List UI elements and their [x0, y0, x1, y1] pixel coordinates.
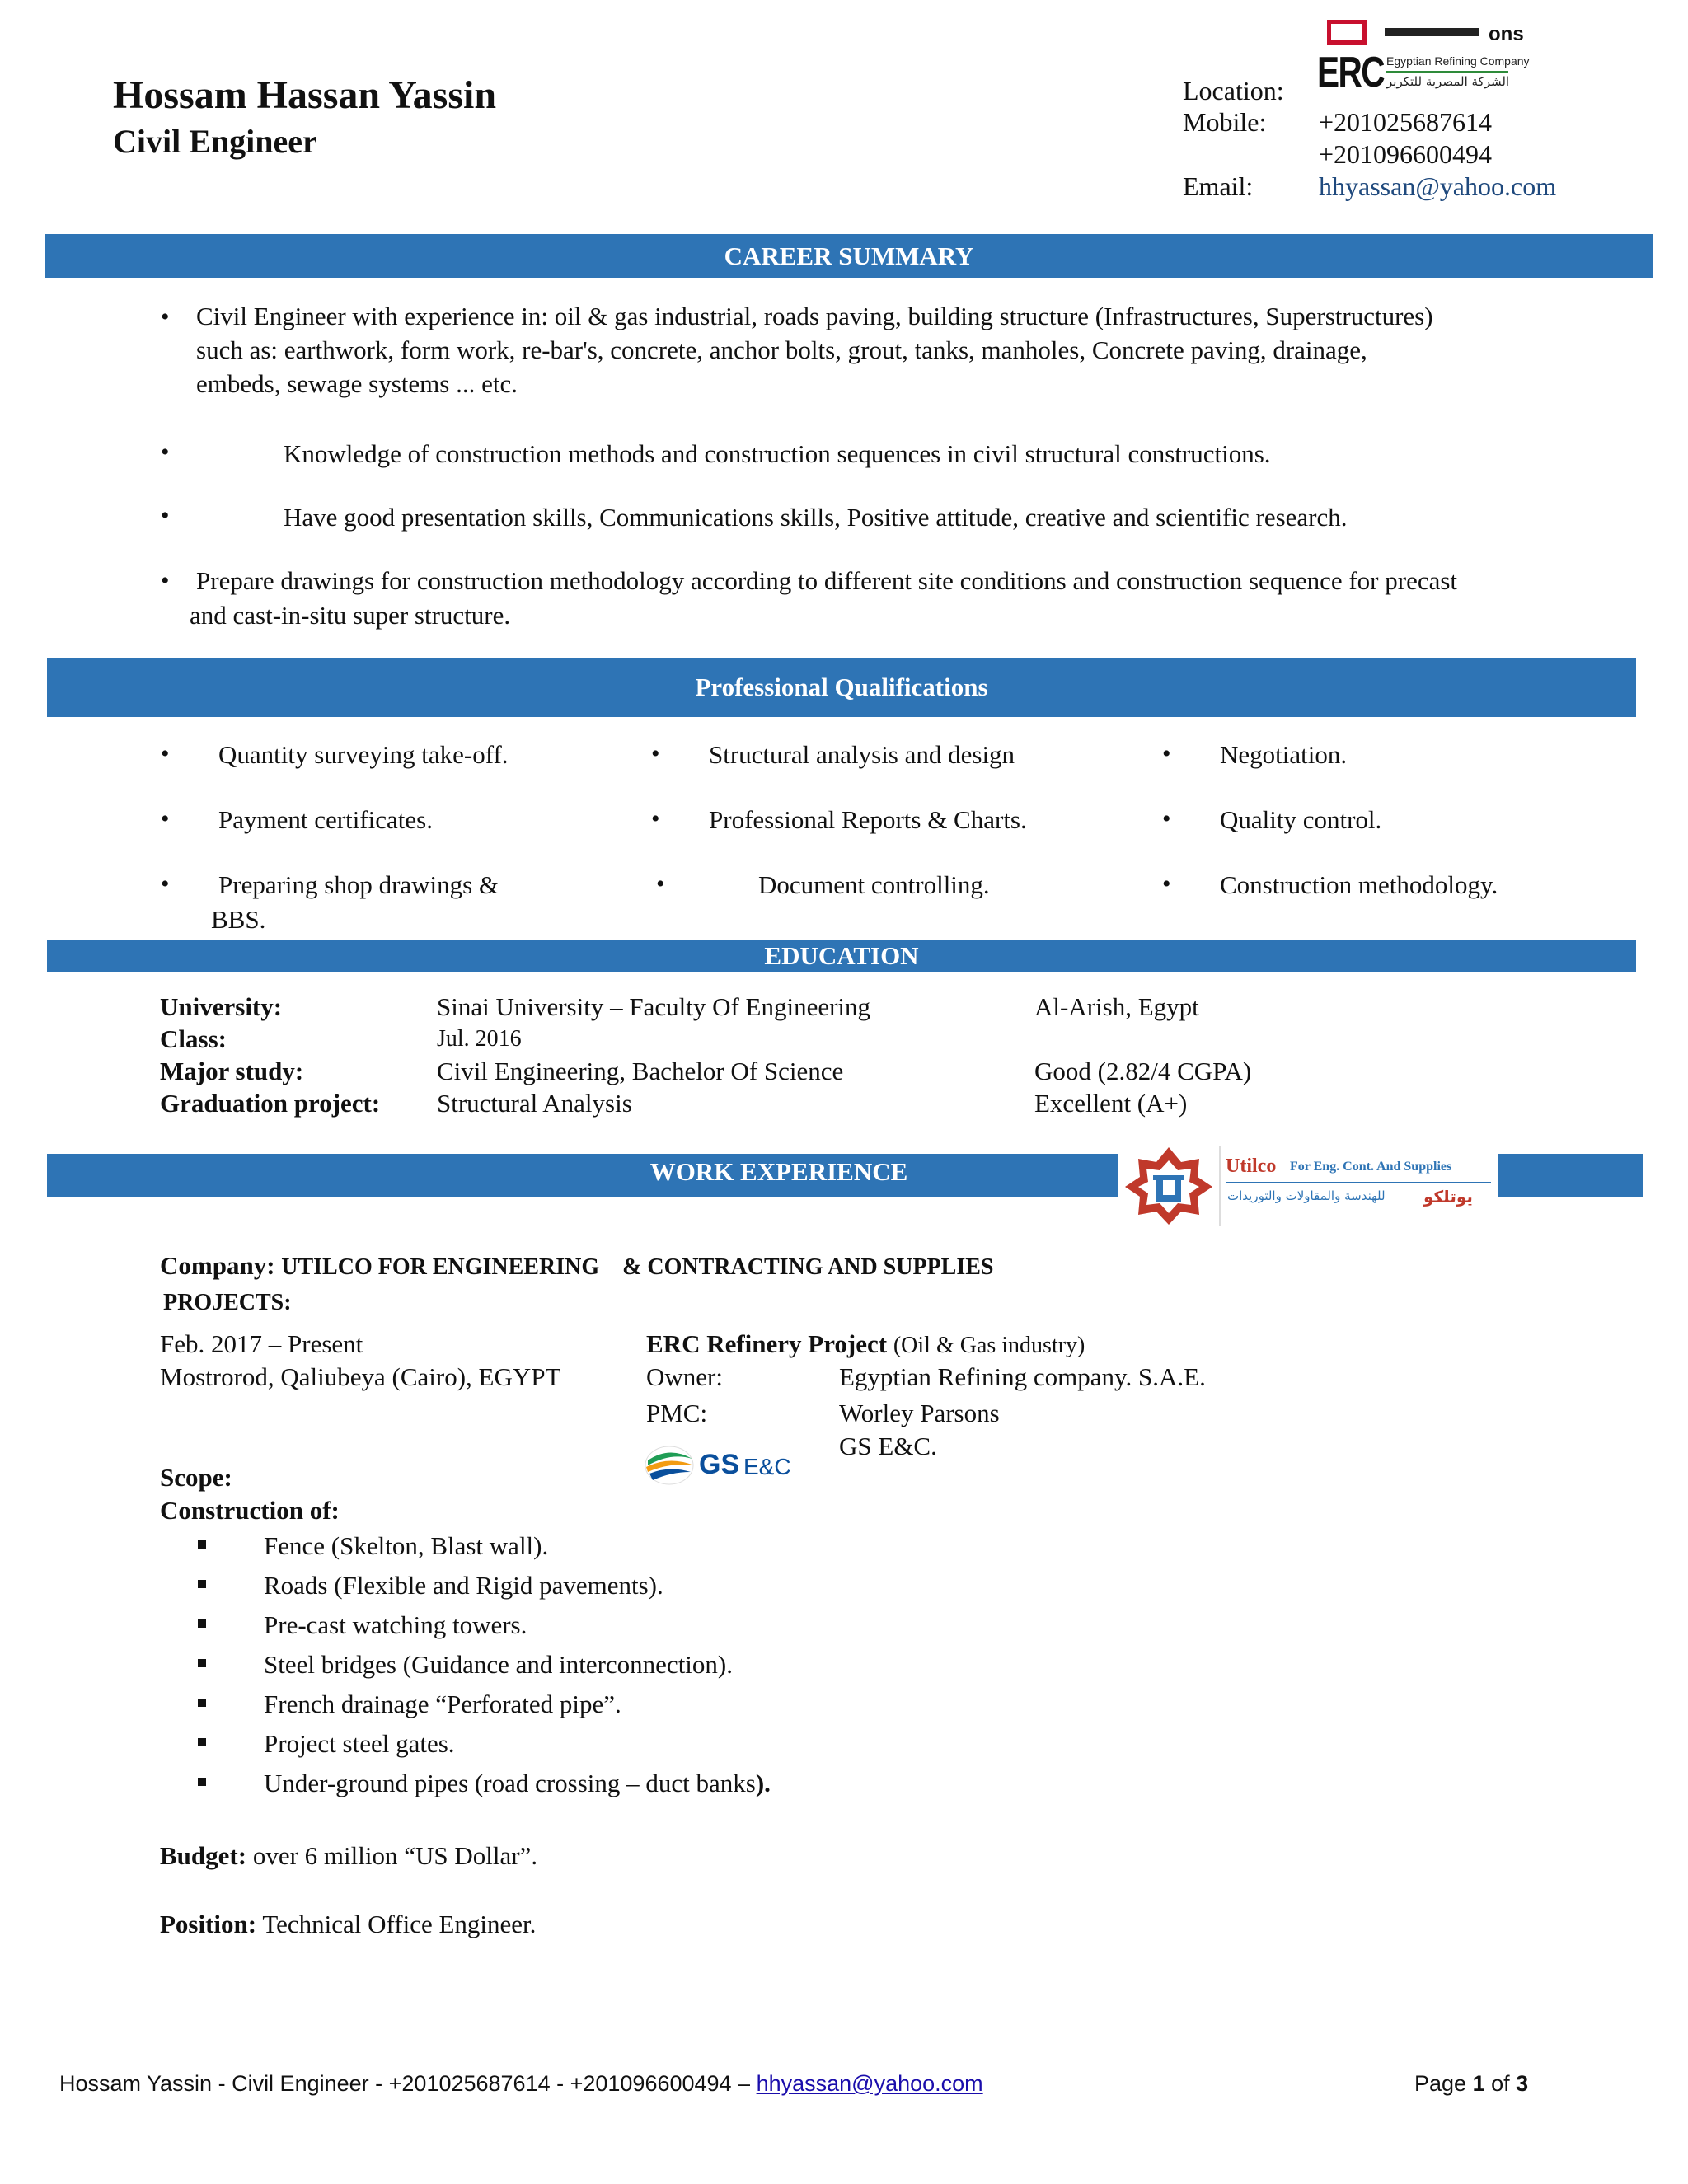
- square-bullet-icon: [198, 1738, 206, 1746]
- pmc-gs: GS E&C.: [839, 1432, 937, 1460]
- utilco-star-icon: [1120, 1144, 1217, 1228]
- construction-of-label: Construction of:: [160, 1496, 340, 1525]
- pmc-label: PMC:: [646, 1399, 708, 1427]
- mobile-number-2: +201096600494: [1319, 139, 1493, 169]
- company-label: Company:: [160, 1251, 275, 1280]
- bullet-icon: •: [161, 502, 170, 529]
- bullet-icon: •: [1162, 805, 1171, 832]
- email-label: Email:: [1183, 171, 1254, 201]
- class-value: Jul. 2016: [437, 1026, 522, 1052]
- bullet-icon: •: [651, 740, 660, 767]
- work-location: Mostrorod, Qaliubeya (Cairo), EGYPT: [160, 1362, 561, 1391]
- page-number: [1414, 2071, 1528, 2097]
- page-current: 1: [1472, 2071, 1485, 2096]
- university-location: Al-Arish, Egypt: [1034, 992, 1199, 1021]
- square-bullet-icon: [198, 1659, 206, 1667]
- scope-item-roads: Roads (Flexible and Rigid pavements).: [264, 1571, 663, 1600]
- position-value: Technical Office Engineer.: [262, 1910, 537, 1938]
- pmc-worley: Worley Parsons: [839, 1399, 1000, 1427]
- footer-text: Hossam Yassin - Civil Engineer - +201025687614 - +201096600494 –: [59, 2071, 757, 2096]
- erc-logo-arabic: الشركة المصرية للتكرير: [1386, 74, 1510, 89]
- major-value: Civil Engineering, Bachelor Of Science: [437, 1057, 844, 1085]
- footer-email-link[interactable]: hhyassan@yahoo.com: [756, 2071, 983, 2096]
- project-industry: (Oil & Gas industry): [893, 1333, 1085, 1358]
- qualification-shop-drawings: Preparing shop drawings &: [218, 870, 499, 899]
- education-heading: EDUCATION: [47, 940, 1636, 972]
- erc-logo-english: Egyptian Refining Company: [1386, 54, 1530, 68]
- summary-line-7: and cast-in-situ super structure.: [190, 601, 511, 630]
- gs-logo-text: GS: [699, 1449, 740, 1480]
- erc-logo-mark: ERC: [1317, 49, 1384, 96]
- bullet-icon: •: [656, 870, 665, 898]
- scope-item-gates: Project steel gates.: [264, 1729, 455, 1758]
- work-period: Feb. 2017 – Present: [160, 1329, 363, 1358]
- utilco-logo-name: Utilco: [1226, 1155, 1277, 1177]
- class-label: Class:: [160, 1024, 227, 1053]
- graduation-project-label: Graduation project:: [160, 1089, 381, 1118]
- owner-label: Owner:: [646, 1362, 723, 1391]
- summary-line-4: Knowledge of construction methods and construction sequences in civil structural constructions.: [284, 439, 1271, 468]
- email-link[interactable]: hhyassan@yahoo.com: [1319, 171, 1557, 201]
- qualification-payment-certificates: Payment certificates.: [218, 805, 433, 834]
- qualification-document-controlling: Document controlling.: [758, 870, 990, 899]
- summary-line-3: embeds, sewage systems ... etc.: [196, 369, 518, 398]
- worley-logo-text: ons: [1489, 23, 1524, 45]
- budget-label: Budget:: [160, 1841, 247, 1870]
- bullet-icon: •: [161, 740, 170, 767]
- qualification-negotiation: Negotiation.: [1220, 740, 1348, 769]
- scope-item-pipes-suffix: ).: [755, 1769, 771, 1797]
- university-value: Sinai University – Faculty Of Engineering: [437, 992, 871, 1021]
- footer-contact: [59, 2071, 983, 2097]
- scope-item-bridges: Steel bridges (Guidance and interconnection).: [264, 1650, 733, 1679]
- qualification-quantity-surveying: Quantity surveying take-off.: [218, 740, 509, 769]
- page-of: of: [1484, 2071, 1517, 2096]
- utilco-logo-tagline: For Eng. Cont. And Supplies: [1290, 1160, 1452, 1174]
- square-bullet-icon: [198, 1540, 206, 1549]
- candidate-title: Civil Engineer: [113, 123, 317, 160]
- summary-line-1: Civil Engineer with experience in: oil & gas industrial, roads paving, building structure (Infrastructures, Superstructures): [196, 302, 1433, 330]
- bullet-icon: •: [161, 870, 170, 898]
- qualification-reports-charts: Professional Reports & Charts.: [709, 805, 1027, 834]
- work-experience-heading: WORK EXPERIENCE: [649, 1157, 908, 1186]
- summary-line-5: Have good presentation skills, Communications skills, Positive attitude, creative and scientific research.: [284, 503, 1348, 532]
- major-grade: Good (2.82/4 CGPA): [1034, 1057, 1252, 1085]
- square-bullet-icon: [198, 1778, 206, 1786]
- worley-logo-fragment: [1327, 18, 1541, 48]
- qualifications-heading: Professional Qualifications: [47, 658, 1636, 717]
- scope-item-towers: Pre-cast watching towers.: [264, 1610, 528, 1639]
- scope-item-fence: Fence (Skelton, Blast wall).: [264, 1531, 549, 1560]
- utilco-logo: [1118, 1144, 1498, 1228]
- major-label: Major study:: [160, 1057, 304, 1085]
- scope-item-pipes: Under-ground pipes (road crossing – duct banks: [264, 1769, 756, 1797]
- utilco-logo-arabic-name: يوتلكو: [1423, 1187, 1473, 1207]
- qualification-quality-control: Quality control.: [1220, 805, 1382, 834]
- bullet-icon: •: [1162, 740, 1171, 767]
- bullet-icon: •: [651, 805, 660, 832]
- projects-label: PROJECTS:: [163, 1290, 292, 1315]
- scope-label: Scope:: [160, 1463, 232, 1492]
- graduation-project-grade: Excellent (A+): [1034, 1089, 1188, 1118]
- square-bullet-icon: [198, 1580, 206, 1588]
- project-name: ERC Refinery Project: [646, 1329, 888, 1358]
- candidate-name: Hossam Hassan Yassin: [113, 73, 497, 117]
- gs-logo-ec-text: E&C: [743, 1454, 791, 1479]
- page-prefix: Page: [1414, 2071, 1473, 2096]
- mobile-label: Mobile:: [1183, 107, 1267, 137]
- owner-value: Egyptian Refining company. S.A.E.: [839, 1362, 1206, 1391]
- gs-swoosh-icon: [645, 1444, 696, 1487]
- bullet-icon: •: [161, 805, 170, 832]
- page-total: 3: [1516, 2071, 1529, 2096]
- square-bullet-icon: [198, 1619, 206, 1628]
- graduation-project-value: Structural Analysis: [437, 1089, 632, 1118]
- gs-logo: [645, 1444, 809, 1487]
- location-label: Location:: [1183, 76, 1284, 105]
- company-name: UTILCO FOR ENGINEERING & CONTRACTING AND SUPPLIES: [281, 1254, 994, 1280]
- mobile-number-1: +201025687614: [1319, 107, 1493, 137]
- qualification-bbs: BBS.: [211, 905, 266, 934]
- scope-item-drainage: French drainage “Perforated pipe”.: [264, 1690, 621, 1718]
- bullet-icon: •: [161, 303, 170, 330]
- budget-value: over 6 million “US Dollar”.: [252, 1841, 538, 1870]
- bullet-icon: •: [1162, 870, 1171, 898]
- summary-line-6: Prepare drawings for construction methodology according to different site conditions and construction sequence for precast: [196, 566, 1458, 595]
- square-bullet-icon: [198, 1699, 206, 1707]
- erc-logo: [1317, 49, 1530, 99]
- qualification-construction-methodology: Construction methodology.: [1220, 870, 1498, 899]
- position-label: Position:: [160, 1910, 257, 1938]
- qualification-structural-analysis: Structural analysis and design: [709, 740, 1015, 769]
- bullet-icon: •: [161, 567, 170, 594]
- career-summary-heading: CAREER SUMMARY: [45, 234, 1653, 278]
- university-label: University:: [160, 992, 283, 1021]
- utilco-logo-arabic-tagline: للهندسة والمقاولات والتوريدات: [1227, 1188, 1386, 1203]
- bullet-icon: •: [161, 438, 170, 466]
- summary-line-2: such as: earthwork, form work, re-bar's, concrete, anchor bolts, grout, tanks, manholes, Concrete paving, drainage,: [196, 335, 1367, 364]
